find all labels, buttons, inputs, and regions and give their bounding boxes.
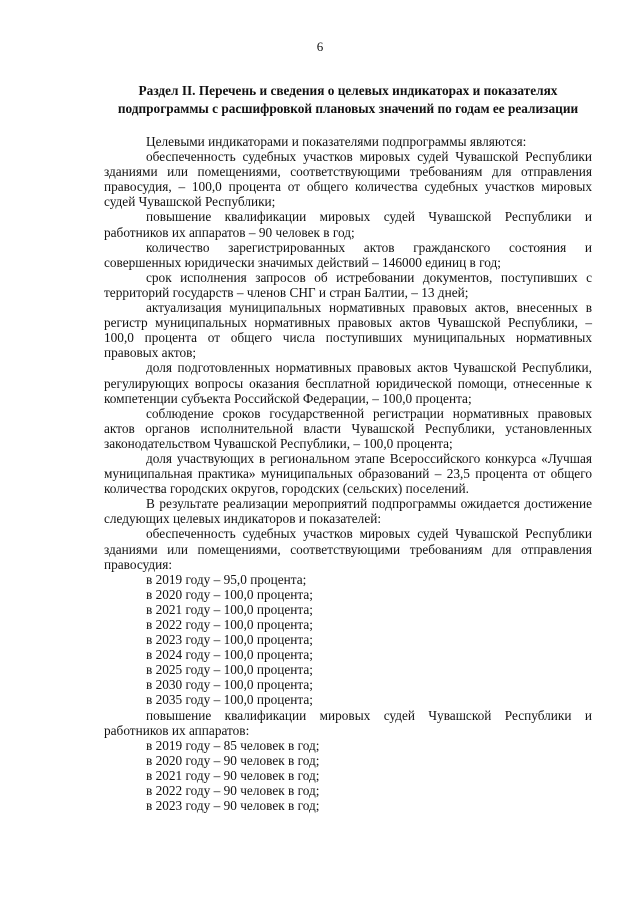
paragraph: актуализация муниципальных нормативных правовых актов, внесенных в регистр муниципальных нормативных правовых актов Чувашской Республики, – 100,0 процента от общего числа поступивших муниципальных нормативных правовых актов; xyxy=(104,300,592,361)
paragraph: срок исполнения запросов об истребовании документов, поступивших с территорий государств – членов СНГ и стран Балтии, – 13 дней; xyxy=(104,269,592,300)
section-title xyxy=(104,82,592,118)
year-value-line: в 2025 году – 100,0 процента; xyxy=(146,662,313,678)
year-value-line: в 2020 году – 100,0 процента; xyxy=(146,586,313,602)
year-value-line: в 2021 году – 90 человек в год; xyxy=(146,767,320,783)
paragraph: повышение квалификации мировых судей Чувашской Республики и работников их аппаратов: xyxy=(104,707,592,738)
page-number: 6 xyxy=(316,39,324,54)
year-value-line: в 2019 году – 95,0 процента; xyxy=(146,571,307,587)
paragraph: доля подготовленных нормативных правовых актов Чувашской Республики, регулирующих вопросы оказания бесплатной юридической помощи, отнесенные к компетенции субъекта Российской Федерации, – 100,0 процента; xyxy=(104,360,592,406)
paragraph: Целевыми индикаторами и показателями подпрограммы являются: xyxy=(146,134,527,149)
section-title-line: подпрограммы с расшифровкой плановых значений по годам ее реализации xyxy=(117,101,579,116)
paragraph: В результате реализации мероприятий подпрограммы ожидается достижение следующих целевых индикаторов и показателей: xyxy=(104,496,592,527)
year-value-line: в 2023 году – 100,0 процента; xyxy=(146,632,313,648)
year-value-line: в 2020 году – 90 человек в год; xyxy=(146,752,320,768)
paragraph: повышение квалификации мировых судей Чувашской Республики и работников их аппаратов – 90 человек в год; xyxy=(104,209,592,240)
document-body xyxy=(104,134,592,813)
paragraph: доля участвующих в региональном этапе Всероссийского конкурса «Лучшая муниципальная практика» муниципальных образований – 23,5 процента от общего количества городских округов, городских (сельских) поселений. xyxy=(104,450,592,497)
section-title-line: Раздел II. Перечень и сведения о целевых индикаторах и показателях xyxy=(138,83,558,98)
paragraph: обеспеченность судебных участков мировых судей Чувашской Республики зданиями или помещениями, соответствующими требованиям для отправления правосудия: xyxy=(104,526,592,572)
year-value-line: в 2030 году – 100,0 процента; xyxy=(146,677,313,693)
year-value-line: в 2022 году – 100,0 процента; xyxy=(146,617,313,632)
paragraph: обеспеченность судебных участков мировых судей Чувашской Республики зданиями или помещениями, соответствующими требованиям для отправления правосудия, – 100,0 процента от общего количества судебных участков мировых судей Чувашской Республики; xyxy=(104,149,592,210)
paragraph: количество зарегистрированных актов гражданского состояния и совершенных юридически значимых действий – 146000 единиц в год; xyxy=(104,239,592,270)
year-value-line: в 2022 году – 90 человек в год; xyxy=(146,783,320,799)
year-value-line: в 2023 году – 90 человек в год; xyxy=(146,798,320,814)
year-value-line: в 2019 году – 85 человек в год; xyxy=(146,737,320,753)
year-value-line: в 2021 году – 100,0 процента; xyxy=(146,601,313,617)
year-value-line: в 2024 году – 100,0 процента; xyxy=(146,647,313,663)
year-value-line: в 2035 году – 100,0 процента; xyxy=(146,692,313,708)
paragraph: соблюдение сроков государственной регистрации нормативных правовых актов органов исполнительной власти Чувашской Республики, установленных законодательством Чувашской Республики, – 100,0 процента; xyxy=(104,405,592,451)
